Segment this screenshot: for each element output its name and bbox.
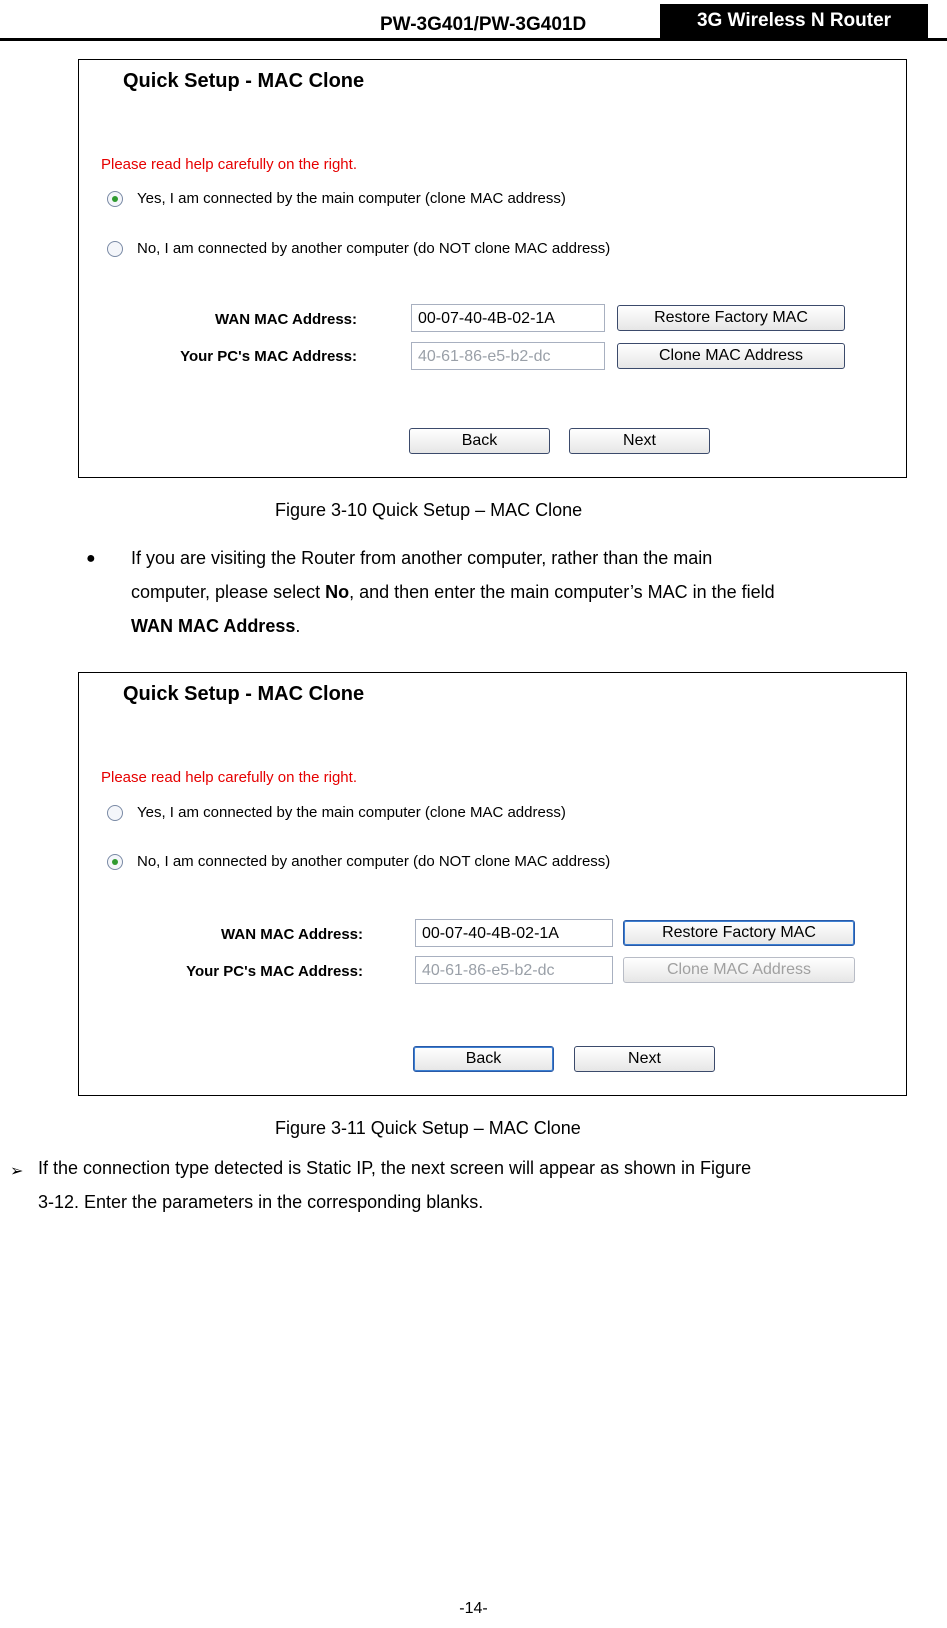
help-text: Please read help carefully on the right. xyxy=(101,156,357,173)
pc-mac-input[interactable]: 40-61-86-e5-b2-dc xyxy=(415,956,613,984)
bullet-line-2: computer, please select No, and then enter the main computer’s MAC in the field xyxy=(131,582,775,602)
next-button[interactable]: Next xyxy=(569,428,710,454)
bullet-line-1: If you are visiting the Router from another computer, rather than the main xyxy=(131,548,713,568)
pc-mac-label: Your PC's MAC Address: xyxy=(180,348,357,365)
figure-caption-3-11: Figure 3-11 Quick Setup – MAC Clone xyxy=(275,1118,581,1138)
radio-row-yes[interactable] xyxy=(107,190,566,207)
figure-3-10-screenshot xyxy=(78,59,907,478)
pc-mac-label: Your PC's MAC Address: xyxy=(186,963,363,980)
arrow-bullet-icon: ➢ xyxy=(10,1163,24,1180)
restore-factory-mac-button[interactable]: Restore Factory MAC xyxy=(617,305,845,331)
page-number: -14- xyxy=(459,1600,488,1617)
arrow-line-2: 3-12. Enter the parameters in the corresponding blanks. xyxy=(38,1192,484,1212)
radio-yes-icon[interactable] xyxy=(107,805,123,821)
bold-wan-mac: WAN MAC Address xyxy=(131,616,296,636)
radio-row-no[interactable] xyxy=(107,240,610,257)
arrow-paragraph xyxy=(38,1151,938,1219)
radio-no-icon[interactable] xyxy=(107,241,123,257)
page-header xyxy=(0,0,947,40)
back-button[interactable]: Back xyxy=(409,428,550,454)
figure-3-11-screenshot xyxy=(78,672,907,1096)
pc-mac-input[interactable]: 40-61-86-e5-b2-dc xyxy=(411,342,605,370)
header-product: 3G Wireless N Router xyxy=(660,4,928,38)
help-text: Please read help carefully on the right. xyxy=(101,769,357,786)
arrow-line-1: If the connection type detected is Static IP, the next screen will appear as shown in Figure xyxy=(38,1158,752,1178)
wan-mac-input[interactable]: 00-07-40-4B-02-1A xyxy=(411,304,605,332)
radio-yes-label: Yes, I am connected by the main computer (clone MAC address) xyxy=(137,804,566,821)
clone-mac-address-button-disabled[interactable]: Clone MAC Address xyxy=(623,957,855,983)
radio-yes-selected-icon[interactable] xyxy=(107,191,123,207)
radio-row-yes[interactable] xyxy=(107,804,566,821)
wan-mac-label: WAN MAC Address: xyxy=(215,311,357,328)
bullet-marker: ● xyxy=(86,550,96,567)
radio-no-label: No, I am connected by another computer (do NOT clone MAC address) xyxy=(137,853,611,870)
wan-mac-label: WAN MAC Address: xyxy=(221,926,363,943)
radio-yes-label: Yes, I am connected by the main computer (clone MAC address) xyxy=(137,190,566,207)
bold-no: No xyxy=(325,582,350,602)
wan-mac-input[interactable]: 00-07-40-4B-02-1A xyxy=(415,919,613,947)
panel-title: Quick Setup - MAC Clone xyxy=(123,70,365,92)
clone-mac-address-button[interactable]: Clone MAC Address xyxy=(617,343,845,369)
header-model: PW-3G401/PW-3G401D xyxy=(380,14,587,35)
radio-no-selected-icon[interactable] xyxy=(107,854,123,870)
bullet-paragraph xyxy=(131,541,911,643)
panel-title: Quick Setup - MAC Clone xyxy=(123,683,365,705)
header-rule xyxy=(0,38,947,41)
restore-factory-mac-button[interactable]: Restore Factory MAC xyxy=(623,920,855,946)
bullet-line-3: WAN MAC Address. xyxy=(131,616,301,636)
next-button[interactable]: Next xyxy=(574,1046,715,1072)
back-button[interactable]: Back xyxy=(413,1046,554,1072)
figure-caption-3-10: Figure 3-10 Quick Setup – MAC Clone xyxy=(275,500,583,520)
radio-no-label: No, I am connected by another computer (do NOT clone MAC address) xyxy=(137,240,611,257)
radio-row-no[interactable] xyxy=(107,853,610,870)
